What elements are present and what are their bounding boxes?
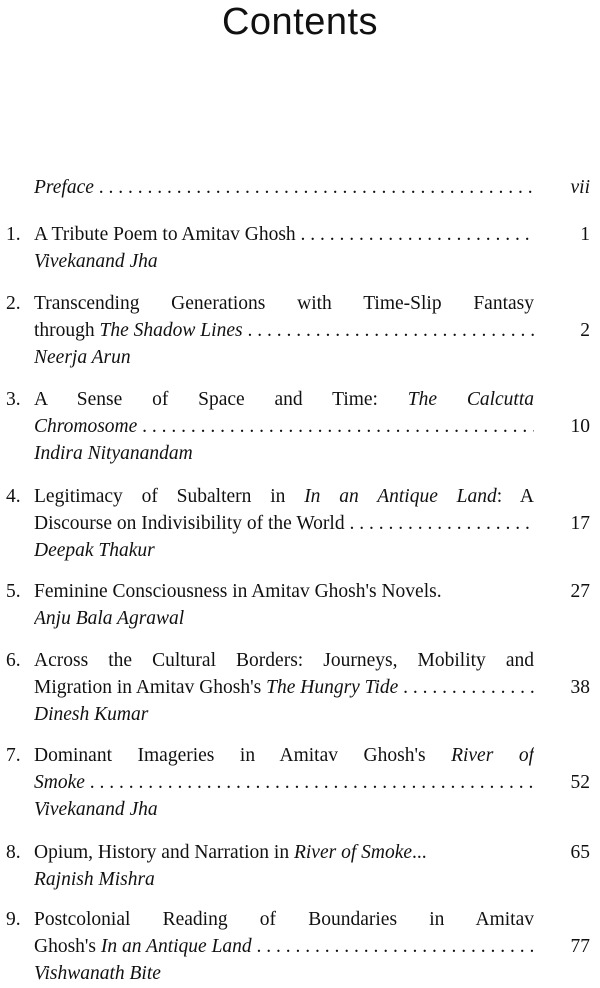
page-title: Contents [221,1,379,43]
entry-author: Vivekanand Jha [34,251,158,272]
preface-page: vii [570,177,590,198]
entry-number: 4. [6,486,21,507]
entry-author: Vishwanath Bite [34,963,161,984]
entry-title: Feminine Consciousness in Amitav Ghosh's Novels. [34,581,442,602]
preface-line [34,174,534,201]
entry-author: Deepak Thakur [34,540,155,561]
entry-page: 77 [570,936,590,957]
entry-author: Neerja Arun [34,347,131,368]
entry-title-cont: Smoke . . . [34,769,534,796]
entry-page: 52 [570,772,590,793]
entry-title-cont: Discourse on Indivisibility of the World . . . [34,510,534,537]
entry-title: Legitimacy of Subaltern in In an Antique Land: A [34,486,534,507]
entry-title-cont: Chromosome . . . [34,413,534,440]
entry-title: A Tribute Poem to Amitav Ghosh . . . [34,221,534,248]
entry-number: 8. [6,842,21,863]
entry-number: 2. [6,293,21,314]
entry-number: 3. [6,389,21,410]
entry-page: 27 [570,581,590,602]
entry-page: 2 [580,320,590,341]
entry-title: Across the Cultural Borders: Journeys, Mobility and [34,650,534,671]
entry-page: 38 [570,677,590,698]
entry-number: 7. [6,745,21,766]
entry-author: Indira Nityanandam [34,443,193,464]
entry-title: Transcending Generations with Time-Slip Fantasy [34,293,534,314]
entry-title: Opium, History and Narration in River of Smoke... [34,842,427,863]
entry-page: 1 [580,224,590,245]
entry-title: Dominant Imageries in Amitav Ghosh's River of [34,745,534,766]
entry-number: 5. [6,581,21,602]
entry-author: Rajnish Mishra [34,869,155,890]
entry-author: Anju Bala Agrawal [34,608,185,629]
entry-page: 17 [570,513,590,534]
entry-title: A Sense of Space and Time: The Calcutta [34,389,534,410]
entry-page: 10 [570,416,590,437]
entry-author: Dinesh Kumar [34,704,149,725]
entry-number: 6. [6,650,21,671]
entry-page: 65 [570,842,590,863]
entry-title-cont: Ghosh's In an Antique Land . . . [34,933,534,960]
entry-title-cont: Migration in Amitav Ghosh's The Hungry Tide . . . [34,674,534,701]
entry-author: Vivekanand Jha [34,799,158,820]
entry-number: 9. [6,909,21,930]
entry-title-cont: through The Shadow Lines . . . [34,317,534,344]
preface-label: Preface [34,177,94,198]
entry-number: 1. [6,224,21,245]
entry-title: Postcolonial Reading of Boundaries in Amitav [34,909,534,930]
